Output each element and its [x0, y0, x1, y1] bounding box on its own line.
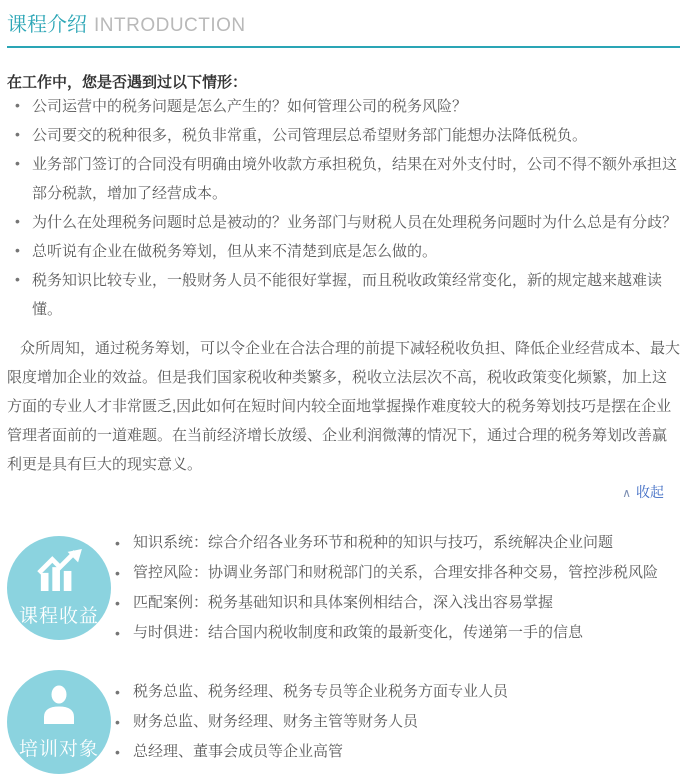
list-item	[111, 528, 680, 558]
list-item	[7, 237, 680, 266]
intro-question-heading: 在工作中，您是否遇到过以下情形：	[7, 74, 248, 91]
bullet-icon: •	[115, 535, 120, 551]
bullet-icon: •	[15, 97, 20, 113]
audience-text: 总经理、董事会成员等企业高管	[133, 743, 344, 760]
bullet-icon: •	[15, 155, 20, 171]
benefit-text: 管控风险：协调业务部门和财税部门的关系，合理安排各种交易，管控涉税风险	[133, 564, 659, 581]
list-item	[111, 737, 680, 767]
bullet-icon: •	[15, 242, 20, 258]
collapse-label: 收起	[636, 484, 664, 500]
benefit-text: 与时俱进：结合国内税收制度和政策的最新变化，传递第一手的信息	[133, 624, 584, 641]
page-title-english: INTRODUCTION	[94, 15, 246, 36]
benefits-badge	[7, 536, 111, 640]
growth-chart-icon	[36, 549, 82, 596]
list-item	[7, 150, 680, 208]
list-item	[7, 121, 680, 150]
list-item	[111, 588, 680, 618]
scenario-text: 为什么在处理税务问题时总是被动的？业务部门与财税人员在处理税务问题时为什么总是有分歧？	[32, 214, 678, 231]
list-item	[111, 707, 680, 737]
scenario-text: 税务知识比较专业，一般财务人员不能很好掌握，而且税收政策经常变化，新的规定越来越难读懂。	[32, 272, 663, 318]
bullet-icon: •	[115, 714, 120, 730]
audience-text: 税务总监、税务经理、税务专员等企业税务方面专业人员	[133, 683, 509, 700]
bullet-icon: •	[15, 213, 20, 229]
list-item	[7, 92, 680, 121]
benefit-text: 匹配案例：税务基础知识和具体案例相结合，深入浅出容易掌握	[133, 594, 554, 611]
list-item	[111, 558, 680, 588]
bullet-icon: •	[115, 684, 120, 700]
header-divider	[7, 46, 680, 48]
audience-text: 财务总监、财务经理、财务主管等财务人员	[133, 713, 419, 730]
collapse-link[interactable]	[622, 484, 664, 500]
audience-badge	[7, 670, 111, 774]
list-item	[7, 208, 680, 237]
scenario-list	[7, 92, 680, 324]
benefits-list	[111, 528, 680, 648]
scenario-text: 业务部门签订的合同没有明确由境外收款方承担税负，结果在对外支付时，公司不得不额外承担这部分税款，增加了经营成本。	[32, 156, 678, 202]
list-item	[111, 618, 680, 648]
bullet-icon: •	[115, 625, 120, 641]
scenario-text: 公司运营中的税务问题是怎么产生的？如何管理公司的税务风险？	[32, 98, 468, 115]
list-item	[7, 266, 680, 324]
list-item	[111, 677, 680, 707]
bullet-icon: •	[15, 126, 20, 142]
bullet-icon: •	[115, 744, 120, 760]
benefits-section	[7, 528, 680, 648]
benefits-badge-label: 课程收益	[18, 605, 99, 627]
audience-badge-label: 培训对象	[18, 738, 99, 760]
benefit-text: 知识系统：综合介绍各业务环节和税种的知识与技巧，系统解决企业问题	[133, 534, 614, 551]
bullet-icon: •	[115, 565, 120, 581]
audience-section	[7, 670, 680, 774]
section-header	[7, 8, 680, 37]
scenario-text: 公司要交的税种很多，税负非常重，公司管理层总希望财务部门能想办法降低税负。	[32, 127, 588, 144]
collapse-row	[7, 482, 680, 502]
scenario-text: 总听说有企业在做税务筹划，但从来不清楚到底是怎么做的。	[32, 243, 438, 260]
intro-paragraph: 众所周知，通过税务筹划，可以令企业在合法合理的前提下减轻税收负担、降低企业经营成本、最大限度增加企业的效益。但是我们国家税收种类繁多，税收立法层次不高，税收政策变化频繁，加上这方面的专业人才非常匮乏,因此如何在短时间内较全面地掌握操作难度较大的税务筹划技巧是摆在企业管理者面前的一道难题。在当前经济增长放缓、企业利润微薄的情况下，通过合理的税务筹划改善赢利更是具有巨大的现实意义。	[7, 340, 681, 473]
bullet-icon: •	[115, 595, 120, 611]
person-icon	[39, 684, 79, 729]
chevron-up-icon: ∧	[622, 486, 631, 500]
page-title: 课程介绍	[7, 14, 87, 36]
bullet-icon: •	[15, 271, 20, 287]
